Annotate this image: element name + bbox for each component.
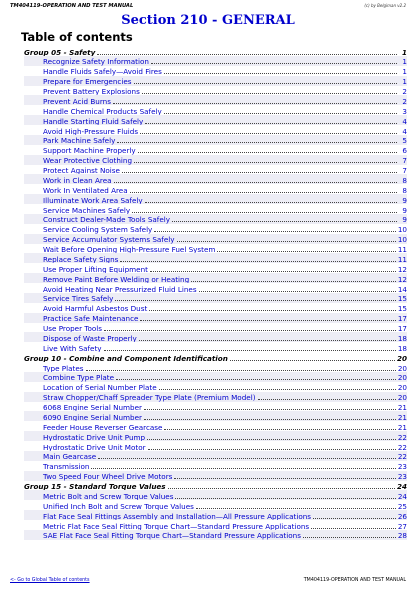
toc-entry-label: Type Plates [43,363,84,372]
toc-entry[interactable] [24,332,407,342]
dot-leader [149,303,396,312]
toc-entry[interactable] [24,411,407,421]
dot-leader [151,56,397,65]
toc-page-number: 28 [397,531,407,540]
toc-page-number: 9 [402,205,407,214]
toc-entry[interactable] [24,451,407,461]
toc-page-number: 27 [397,521,407,530]
dot-leader [86,362,396,371]
dot-leader [117,135,397,144]
copyright-note: (c) by Belgiman v2.2 [364,3,406,8]
toc-group-heading[interactable] [24,481,407,491]
dot-leader [98,451,396,460]
toc-entry-label: Metric Bolt and Screw Torque Values [43,491,174,501]
toc-entry-label: Two Speed Four Wheel Drive Motors [43,472,173,481]
toc-page-number: 3 [402,106,407,116]
section-title: Section 210 - GENERAL [121,13,295,28]
toc-page-number: 24 [396,482,407,491]
toc-entry-label: Group 15 - Standard Torque Values [24,482,166,491]
toc-page-number: 21 [397,403,407,412]
toc-entry-label: Unified Inch Bolt and Screw Torque Values [43,501,194,511]
toc-page-number: 14 [397,284,407,293]
toc-group-heading[interactable] [24,46,407,56]
toc-entry-label: Combine Type Plate [43,373,115,382]
toc-page-number: 17 [397,324,407,333]
toc-entry[interactable] [24,283,407,293]
toc-entry-label: Construct Dealer-Made Tools Safely [43,215,170,224]
toc-entry-label: Hydrostatic Drive Unit Pump [43,432,146,441]
toc-entry-label: Prevent Battery Explosions [43,87,140,96]
toc-entry-label: Transmission [43,462,90,471]
dot-leader [177,234,396,243]
toc-page-number: 9 [402,195,407,204]
toc-entry[interactable] [24,145,407,155]
dot-leader [132,204,397,213]
toc-entry[interactable] [24,421,407,431]
toc-entry-label: Protect Against Noise [43,166,120,175]
manual-title-header: TM404119-OPERATION AND TEST MANUAL [10,3,134,9]
toc-page-number: 1 [402,57,407,66]
toc-entry[interactable] [24,76,407,86]
dot-leader [145,194,397,203]
toc-page-number: 23 [397,472,407,481]
toc-page-number: 8 [402,185,407,195]
toc-page-number: 20 [396,353,407,362]
toc-page-number: 21 [397,422,407,432]
toc-entry-label: Hydrostatic Drive Unit Motor [43,442,146,451]
dot-leader [138,145,397,154]
toc-entry-label: Illuminate Work Area Safely [43,195,143,204]
manual-title-footer: TM404119-OPERATION AND TEST MANUAL [303,578,406,583]
toc-entry-label: Handle Chemical Products Safely [43,106,162,116]
toc-page-number: 18 [397,333,407,343]
toc-entry-label: Handle Starting Fluid Safely [43,116,144,125]
dot-leader [258,392,396,401]
toc-entry[interactable] [24,194,407,204]
dot-leader [113,95,397,104]
dot-leader [199,283,396,292]
toc-page-number: 12 [397,274,407,283]
dot-leader [150,263,396,272]
toc-entry[interactable] [24,372,407,382]
toc-entry-label: Avoid Heating Near Pressurized Fluid Lines [43,284,197,293]
toc-entry-label: Location of Serial Number Plate [43,383,157,392]
page-header [10,3,406,12]
toc-entry-label: Service Cooling System Safely [43,225,153,234]
toc-entry-label: SAE Flat Face Seal Fitting Torque Chart—Standard Pressure Applications [43,531,301,540]
toc-page-number: 4 [402,126,407,135]
toc-page-number: 22 [397,432,407,441]
toc-group-heading[interactable] [24,352,407,362]
toc-entry-label: Flat Face Seal Fittings Assembly and Installation—All Pressure Applications [43,511,312,520]
toc-page-number: 11 [397,254,407,264]
toc-page-number: 23 [397,462,407,471]
dot-leader [159,382,396,391]
dot-leader [115,293,395,302]
toc-entry[interactable] [24,273,407,283]
toc-entry[interactable] [24,441,407,451]
toc-entry[interactable] [24,530,407,540]
toc-entry[interactable] [24,224,407,234]
toc-entry[interactable] [24,293,407,303]
toc-page-number: 20 [397,383,407,392]
toc-entry[interactable] [24,204,407,214]
toc-entry[interactable] [24,382,407,392]
dot-leader [164,421,395,430]
dot-leader [122,165,397,174]
toc-entry-label: Avoid Harmful Asbestos Dust [43,304,148,313]
toc-entry-label: Remove Paint Before Welding or Heating [43,274,190,283]
toc-page-number: 21 [397,412,407,422]
dot-leader [164,105,397,114]
toc-page-number: 8 [402,175,407,185]
toc-entry[interactable] [24,471,407,481]
toc-entry[interactable] [24,303,407,313]
dot-leader [144,402,396,411]
dot-leader [140,313,395,322]
toc-entry[interactable] [24,234,407,244]
dot-leader [148,441,396,450]
toc-entry-label: Main Gearcase [43,452,97,461]
toc-page-number: 10 [397,225,407,234]
dot-leader [147,431,396,440]
dot-leader [145,115,397,124]
toc-entry[interactable] [24,214,407,224]
toc-entry[interactable] [24,105,407,115]
toc-entry[interactable] [24,86,407,96]
toc-entry-label: Recognize Safety Information [43,57,149,66]
toc-entry[interactable] [24,362,407,372]
toc-page-number: 7 [402,156,407,165]
dot-leader [130,184,397,193]
dot-leader [91,461,395,470]
toc-page-number: 1 [401,47,407,56]
toc-entry-label: Wear Protective Clothing [43,156,133,165]
global-toc-link[interactable]: <- Go to Global Table of contents [10,578,90,583]
toc-page-number: 1 [402,67,407,76]
toc-entry-label: Live With Safety [43,343,102,353]
dot-leader [191,273,396,282]
dot-leader [230,352,395,361]
dot-leader [120,253,395,262]
toc-page-number: 2 [402,96,407,106]
toc-entry-label: Support Machine Properly [43,146,136,155]
toc-entry-label: 6090 Engine Serial Number [43,412,142,422]
toc-entry-label: Service Machines Safely [43,205,131,214]
toc-entry[interactable] [24,135,407,145]
toc-entry-label: Group 05 - Safety [24,47,96,56]
toc-entry[interactable] [24,431,407,441]
toc-entry[interactable] [24,95,407,105]
dot-leader [97,46,397,55]
toc-entry-label: Practice Safe Maintenance [43,314,139,323]
toc-entry-label: Use Proper Lifting Equipment [43,264,148,274]
toc-entry[interactable] [24,244,407,254]
toc-entry[interactable] [24,313,407,323]
dot-leader [164,66,397,75]
toc-entry[interactable] [24,66,407,76]
toc-page-number: 15 [397,294,407,303]
dot-leader [217,244,395,253]
toc-entry[interactable] [24,174,407,184]
toc-page-number: 12 [397,264,407,274]
toc-page-number: 20 [397,373,407,382]
toc-entry[interactable] [24,115,407,125]
toc-entry[interactable] [24,155,407,165]
toc-page-number: 17 [397,314,407,323]
toc-heading: Table of contents [21,30,133,44]
dot-leader [303,530,396,539]
toc-entry-label: Work In Ventilated Area [43,185,128,195]
toc-page-number: 26 [397,511,407,520]
toc-entry-label: Prevent Acid Burns [43,96,111,106]
toc-page-number: 25 [397,501,407,511]
toc-entry-label: Replace Safety Signs [43,254,119,264]
dot-leader [172,214,397,223]
dot-leader [116,372,396,381]
toc-entry-label: Metric Flat Face Seal Fitting Torque Chart—Standard Pressure Applications [43,521,310,530]
toc-entry[interactable] [24,520,407,530]
dot-leader [140,125,397,134]
toc-entry[interactable] [24,125,407,135]
toc-entry[interactable] [24,402,407,412]
dot-leader [174,471,395,480]
toc-entry-label: Service Accumulator Systems Safely [43,235,175,244]
toc-page-number: 7 [402,166,407,175]
toc-page-number: 2 [402,87,407,96]
toc-entry[interactable] [24,500,407,510]
toc-page-number: 10 [397,235,407,244]
toc-entry-label: Straw Chopper/Chaff Spreader Type Plate (Premium Model) [43,393,256,402]
toc-page-number: 9 [402,215,407,224]
toc-page-number: 5 [402,136,407,145]
dot-leader [175,490,395,499]
toc-page-number: 22 [397,442,407,451]
dot-leader [104,323,396,332]
toc-entry-label: Dispose of Waste Properly [43,333,137,343]
table-of-contents [24,46,407,540]
dot-leader [154,224,396,233]
dot-leader [114,174,397,183]
toc-page-number: 18 [397,343,407,353]
dot-leader [196,500,396,509]
toc-entry[interactable] [24,184,407,194]
toc-entry-label: Prepare for Emergencies [43,77,132,86]
toc-entry-label: Wait Before Opening High-Pressure Fuel System [43,245,216,254]
dot-leader [311,520,396,529]
toc-page-number: 4 [402,116,407,125]
toc-entry[interactable] [24,263,407,273]
toc-entry-label: Use Proper Tools [43,324,103,333]
dot-leader [168,481,395,490]
toc-entry-label: Avoid High-Pressure Fluids [43,126,139,135]
toc-page-number: 24 [397,491,407,501]
toc-page-number: 6 [402,146,407,155]
dot-leader [139,332,396,341]
toc-entry[interactable] [24,56,407,66]
toc-page-number: 20 [397,363,407,372]
dot-leader [144,411,396,420]
toc-page-number: 15 [397,304,407,313]
toc-entry-label: Work in Clean Area [43,175,112,185]
toc-entry[interactable] [24,253,407,263]
toc-entry[interactable] [24,342,407,352]
toc-page-number: 11 [397,245,407,254]
dot-leader [313,510,396,519]
toc-entry[interactable] [24,490,407,500]
toc-entry-label: Park Machine Safely [43,136,116,145]
toc-entry[interactable] [24,165,407,175]
toc-entry[interactable] [24,510,407,520]
toc-entry[interactable] [24,392,407,402]
toc-entry[interactable] [24,461,407,471]
toc-entry-label: Handle Fluids Safely—Avoid Fires [43,67,162,76]
toc-page-number: 20 [397,393,407,402]
dot-leader [134,76,397,85]
dot-leader [142,86,397,95]
toc-entry-label: 6068 Engine Serial Number [43,403,142,412]
toc-entry-label: Feeder House Reverser Gearcase [43,422,163,432]
toc-entry-label: Group 10 - Combine and Component Identification [24,353,228,362]
dot-leader [134,155,397,164]
page-footer [10,578,406,586]
toc-entry[interactable] [24,323,407,333]
toc-page-number: 22 [397,452,407,461]
toc-page-number: 1 [402,77,407,86]
toc-entry-label: Service Tires Safely [43,294,114,303]
dot-leader [104,342,396,351]
